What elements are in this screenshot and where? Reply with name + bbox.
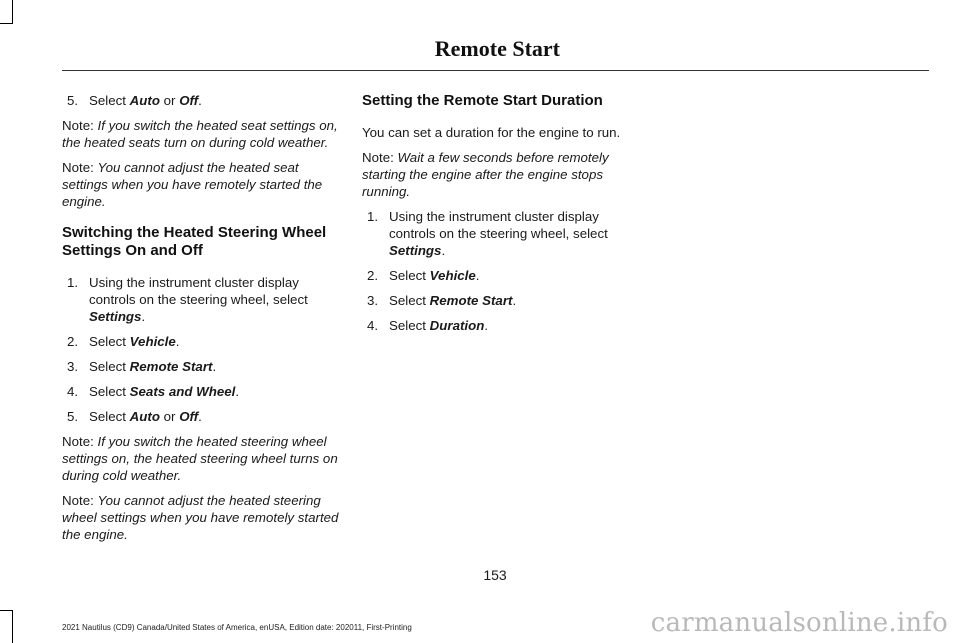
step-text: Select	[89, 359, 126, 374]
step-text: Select	[89, 93, 126, 108]
header-divider	[62, 70, 929, 71]
note-label: Note:	[62, 434, 94, 449]
menu-option-off: Off	[179, 93, 199, 108]
watermark: carmanualsonline.info	[650, 608, 948, 638]
step-period: .	[484, 318, 489, 333]
page-number: 153	[483, 567, 507, 583]
step-number: 4.	[67, 384, 79, 399]
menu-option-vehicle: Vehicle	[429, 268, 476, 283]
step-right-3	[362, 292, 642, 309]
crop-mark-top-left-v	[12, 0, 13, 24]
step-right-1	[362, 208, 642, 259]
step-number: 1.	[367, 209, 379, 224]
step-left-intro-5	[62, 92, 342, 109]
menu-option-duration: Duration	[429, 318, 485, 333]
section-heading-heated-steering-wheel: Switching the Heated Steering Wheel Settings On and Off	[62, 224, 327, 259]
step-right-2	[362, 267, 642, 284]
step-text: Select	[389, 318, 426, 333]
menu-option-remote-start: Remote Start	[129, 359, 213, 374]
note-heated-seats-on	[62, 117, 342, 151]
note-wait-before-start	[362, 149, 642, 200]
left-column	[62, 92, 342, 551]
step-period: .	[235, 384, 240, 399]
step-text: Using the instrument cluster display controls on the steering wheel, select	[389, 209, 608, 241]
note-heated-wheel-adjust	[62, 492, 342, 543]
step-number: 2.	[67, 334, 79, 349]
menu-option-settings: Settings	[89, 309, 142, 324]
duration-intro: You can set a duration for the engine to run.	[362, 125, 621, 140]
crop-mark-top-left-h	[0, 23, 13, 24]
step-period: .	[198, 93, 202, 108]
step-period: .	[512, 293, 517, 308]
step-number: 3.	[367, 293, 379, 308]
step-text: Select	[89, 334, 126, 349]
step-left-2	[62, 333, 342, 350]
note-text: If you switch the heated steering wheel settings on, the heated steering wheel turns on during cold weather.	[62, 434, 338, 483]
step-text: Select	[389, 293, 426, 308]
page-title: Remote Start	[434, 36, 560, 61]
note-label: Note:	[62, 118, 94, 133]
footer-edition-info: 2021 Nautilus (CD9) Canada/United States of America, enUSA, Edition date: 202011, First-Printing	[62, 623, 412, 632]
note-text: You cannot adjust the heated steering wheel settings when you have remotely started the engine.	[62, 493, 339, 542]
note-label: Note:	[62, 493, 94, 508]
section-heading-remote-start-duration: Setting the Remote Start Duration	[362, 92, 603, 109]
step-number: 4.	[367, 318, 379, 333]
step-period: .	[141, 309, 146, 324]
crop-mark-bottom-left-h	[0, 610, 13, 611]
step-right-4	[362, 317, 642, 334]
step-number: 5.	[67, 409, 79, 424]
step-left-1	[62, 274, 342, 325]
step-text: Using the instrument cluster display controls on the steering wheel, select	[89, 275, 308, 307]
step-text: Select	[89, 384, 126, 399]
step-left-4	[62, 383, 342, 400]
step-connector: or	[163, 93, 176, 108]
step-period: .	[441, 243, 446, 258]
note-heated-seats-adjust	[62, 159, 342, 210]
note-label: Note:	[362, 150, 394, 165]
menu-option-seats-and-wheel: Seats and Wheel	[129, 384, 236, 399]
menu-option-vehicle: Vehicle	[129, 334, 176, 349]
crop-mark-bottom-left-v	[12, 610, 13, 643]
note-text: If you switch the heated seat settings on, the heated seats turn on during cold weather.	[62, 118, 338, 150]
menu-option-off: Off	[179, 409, 199, 424]
step-connector: or	[163, 409, 176, 424]
step-period: .	[198, 409, 202, 424]
step-number: 2.	[367, 268, 379, 283]
step-period: .	[475, 268, 480, 283]
note-text: You cannot adjust the heated seat settings when you have remotely started the engine.	[62, 160, 323, 209]
step-number: 5.	[67, 93, 79, 108]
step-number: 3.	[67, 359, 79, 374]
step-text: Select	[389, 268, 426, 283]
step-left-5	[62, 408, 342, 425]
step-left-3	[62, 358, 342, 375]
step-period: .	[175, 334, 180, 349]
menu-option-settings: Settings	[389, 243, 442, 258]
menu-option-remote-start: Remote Start	[429, 293, 513, 308]
right-column	[362, 92, 642, 342]
step-number: 1.	[67, 275, 79, 290]
note-heated-wheel-on	[62, 433, 342, 484]
menu-option-auto: Auto	[129, 93, 160, 108]
step-text: Select	[89, 409, 126, 424]
step-period: .	[212, 359, 217, 374]
note-text: Wait a few seconds before remotely starting the engine after the engine stops running.	[362, 150, 609, 199]
note-label: Note:	[62, 160, 94, 175]
menu-option-auto: Auto	[129, 409, 160, 424]
